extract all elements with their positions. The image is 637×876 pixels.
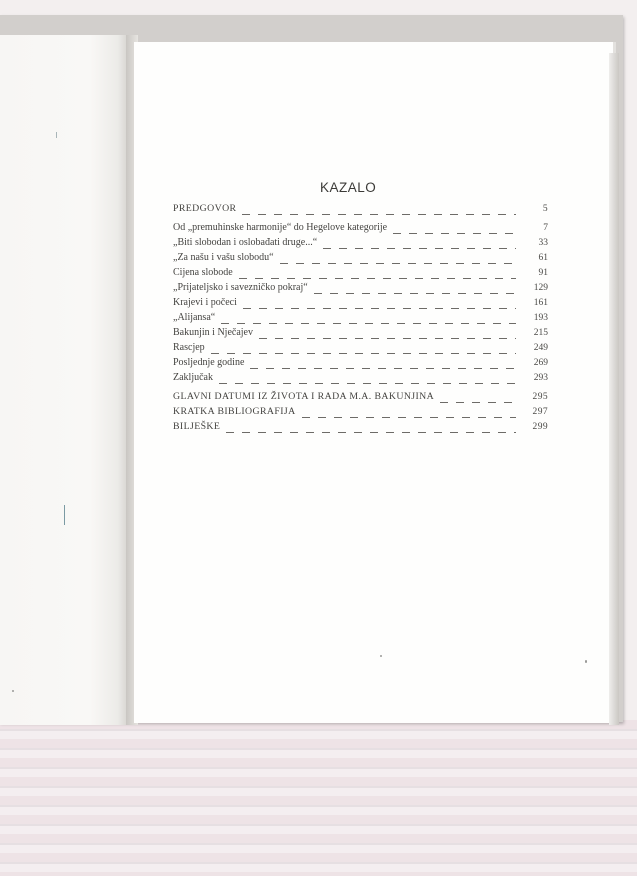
dash-leader — [314, 293, 516, 294]
toc-entry — [173, 203, 548, 218]
toc-entry — [173, 421, 548, 436]
dash-leader — [440, 402, 516, 403]
dash-leader — [280, 263, 516, 264]
page-edge — [609, 53, 619, 725]
toc-entry — [173, 222, 548, 237]
toc-page-number: 293 — [533, 373, 548, 383]
toc-page-number: 129 — [533, 283, 548, 293]
toc-entry — [173, 406, 548, 421]
toc-entry-title: Zaključak — [173, 372, 213, 383]
dash-leader — [302, 417, 516, 418]
blemish-mark — [64, 505, 65, 525]
dash-leader — [243, 308, 516, 309]
toc-entry-title: GLAVNI DATUMI IZ ŽIVOTA I RADA M.A. BAKUNJINA — [173, 391, 435, 402]
toc-entry-title: Krajevi i počeci — [173, 297, 237, 308]
toc-entry-title: Od „premuhinske harmonije“ do Hegelove kategorije — [173, 222, 388, 233]
dash-leader — [393, 233, 516, 234]
dash-leader — [221, 323, 516, 324]
toc-entry-title: Rascjep — [173, 342, 205, 353]
toc-entry — [173, 342, 548, 357]
toc-entry — [173, 282, 548, 297]
toc-page-number: 7 — [543, 223, 548, 233]
toc-entry-title: Cijena slobode — [173, 267, 233, 278]
toc-entry — [173, 252, 548, 267]
toc-page-number: 269 — [533, 358, 548, 368]
dash-leader — [219, 383, 516, 384]
toc-entry-title: „Alijansa“ — [173, 312, 216, 323]
dash-leader — [323, 248, 516, 249]
left-page — [0, 35, 128, 725]
toc-page-number: 249 — [533, 343, 548, 353]
toc-page-number: 215 — [533, 328, 548, 338]
toc-entry-title: BILJEŠKE — [173, 421, 221, 432]
table-of-contents — [173, 203, 548, 436]
toc-entry — [173, 391, 548, 406]
toc-entry-title: „Za našu i vašu slobodu“ — [173, 252, 274, 263]
toc-page-number: 33 — [538, 238, 548, 248]
toc-page-number: 295 — [532, 392, 548, 402]
toc-page-number: 5 — [542, 204, 548, 214]
toc-entry — [173, 327, 548, 342]
toc-title: KAZALO — [320, 180, 377, 195]
toc-page-number: 161 — [533, 298, 548, 308]
toc-entry-title: KRATKA BIBLIOGRAFIJA — [173, 406, 296, 417]
dash-leader — [242, 214, 516, 215]
toc-entry-title: „Prijateljsko i savezničko pokraj“ — [173, 282, 308, 293]
dash-leader — [211, 353, 516, 354]
background-surface — [0, 720, 637, 876]
blemish-mark — [56, 132, 57, 138]
toc-entry-title: Posljednje godine — [173, 357, 245, 368]
dash-leader — [259, 338, 516, 339]
toc-page-number: 299 — [532, 422, 548, 432]
toc-entry — [173, 372, 548, 387]
toc-page-number: 91 — [538, 268, 548, 278]
toc-entry-title: „Biti slobodan i oslobađati druge...“ — [173, 237, 318, 248]
toc-page-number: 61 — [538, 253, 548, 263]
toc-entry — [173, 237, 548, 252]
toc-entry — [173, 357, 548, 372]
dash-leader — [226, 432, 516, 433]
toc-entry — [173, 297, 548, 312]
toc-entry — [173, 312, 548, 327]
toc-page-number: 297 — [532, 407, 548, 417]
toc-page-number: 193 — [533, 313, 548, 323]
dash-leader — [250, 368, 516, 369]
toc-entry-title: Bakunjin i Nječajev — [173, 327, 253, 338]
toc-entry — [173, 267, 548, 282]
dash-leader — [239, 278, 516, 279]
toc-entry-title: PREDGOVOR — [173, 203, 237, 214]
